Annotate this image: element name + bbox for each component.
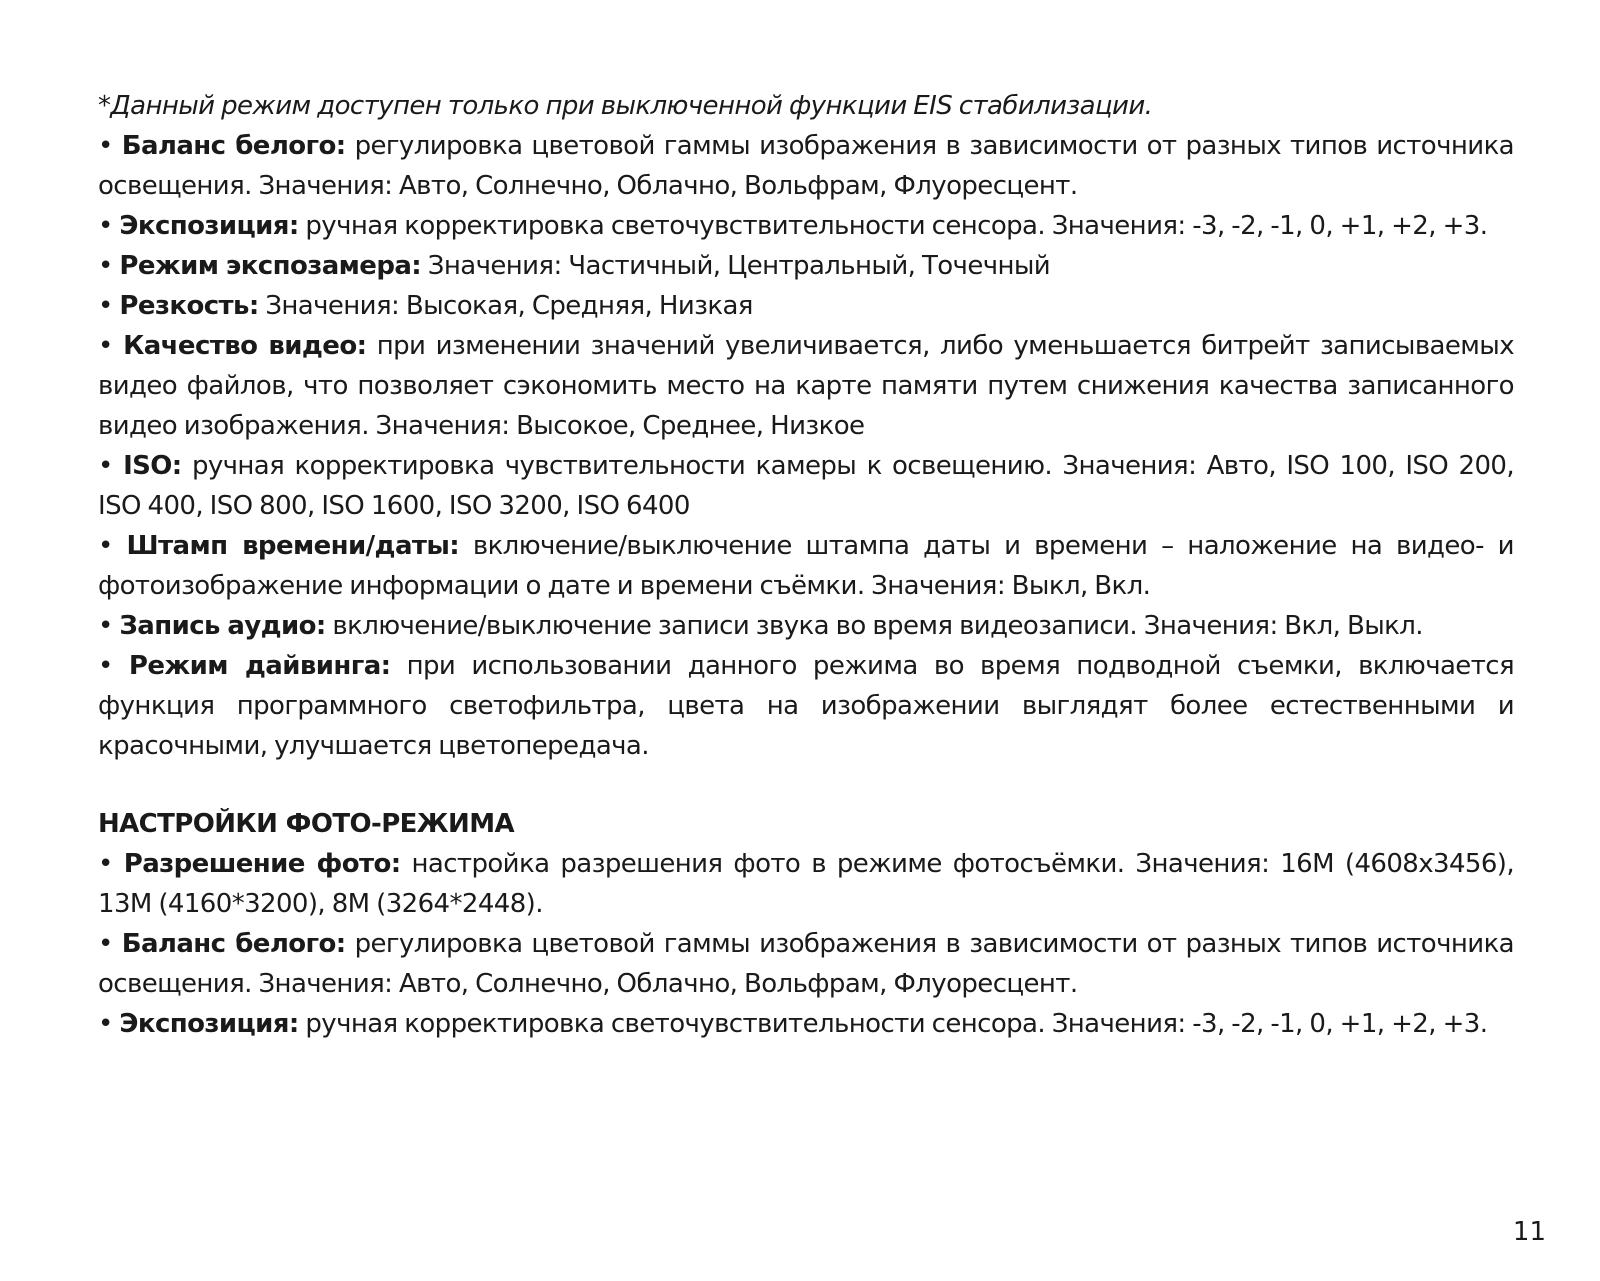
item-text: Значения: Высокая, Средняя, Низкая [265,291,753,321]
bullet: • [98,251,113,281]
bullet: • [98,291,113,321]
bullet: • [98,849,113,879]
list-item [98,326,1514,446]
document-page [98,86,1514,1044]
photo-settings-list [98,844,1514,1044]
bullet: • [98,451,113,481]
photo-settings-heading: НАСТРОЙКИ ФОТО-РЕЖИМА [98,809,514,839]
list-item [98,646,1514,766]
list-item [98,446,1514,526]
bullet: • [98,611,113,641]
eis-note: *Данный режим доступен только при выключенной функции EIS стабилизации. [98,91,1153,121]
item-text: ручная корректировка чувствительности камеры к освещению. Значения: Авто, ISO 100, ISO 200, ISO 400, ISO 800, ISO 1600, ISO 3200, ISO 6400 [98,451,1514,521]
item-text: регулировка цветовой гаммы изображения в зависимости от разных типов источника освещения. Значения: Авто, Солнечно, Облачно, Вольфрам, Флуоресцент. [98,131,1515,201]
bullet: • [98,1009,113,1039]
item-term: Разрешение фото: [123,849,401,879]
item-term: Баланс белого: [121,929,346,959]
list-item [98,606,1514,646]
list-item [98,924,1514,1004]
item-term: ISO: [123,451,182,481]
list-item [98,246,1514,286]
item-term: Запись аудио: [119,611,326,641]
item-term: Экспозиция: [119,1009,299,1039]
item-text: включение/выключение штампа даты и времени – наложение на видео- и фотоизображение информации о дате и времени съёмки. Значения: Выкл, Вкл. [98,531,1514,601]
item-term: Режим экспозамера: [119,251,422,281]
item-text: включение/выключение записи звука во время видеозаписи. Значения: Вкл, Выкл. [332,611,1423,641]
item-term: Баланс белого: [121,131,346,161]
item-text: регулировка цветовой гаммы изображения в зависимости от разных типов источника освещения. Значения: Авто, Солнечно, Облачно, Вольфрам, Флуоресцент. [98,929,1515,999]
item-term: Режим дайвинга: [128,651,391,681]
item-term: Качество видео: [123,331,367,361]
list-item [98,126,1514,206]
list-item [98,844,1514,924]
item-text: настройка разрешения фото в режиме фотосъёмки. Значения: 16M (4608x3456), 13M (4160*3200), 8M (3264*2448). [98,849,1514,919]
item-text: Значения: Частичный, Центральный, Точечный [427,251,1051,281]
item-text: при использовании данного режима во время подводной съемки, включается функция программного светофильтра, цвета на изображении выглядят более естественными и красочными, улучшается цветопередача. [98,651,1514,761]
item-text: ручная корректировка светочувствительности сенсора. Значения: -3, -2, -1, 0, +1, +2, +3. [305,211,1488,241]
bullet: • [98,651,113,681]
bullet: • [98,131,113,161]
list-item [98,1004,1514,1044]
item-term: Резкость: [119,291,259,321]
item-term: Штамп времени/даты: [126,531,460,561]
bullet: • [98,531,113,561]
bullet: • [98,929,113,959]
item-text: при изменении значений увеличивается, либо уменьшается битрейт записываемых видео файлов, что позволяет сэкономить место на карте памяти путем снижения качества записанного видео изображения. Значения: Высокое, Среднее, Низкое [98,331,1514,441]
list-item [98,286,1514,326]
bullet: • [98,331,113,361]
list-item [98,526,1514,606]
item-text: ручная корректировка светочувствительности сенсора. Значения: -3, -2, -1, 0, +1, +2, +3. [305,1009,1488,1039]
item-term: Экспозиция: [119,211,299,241]
bullet: • [98,211,113,241]
page-number: 11 [1512,1217,1546,1247]
video-settings-list [98,126,1514,766]
list-item [98,206,1514,246]
